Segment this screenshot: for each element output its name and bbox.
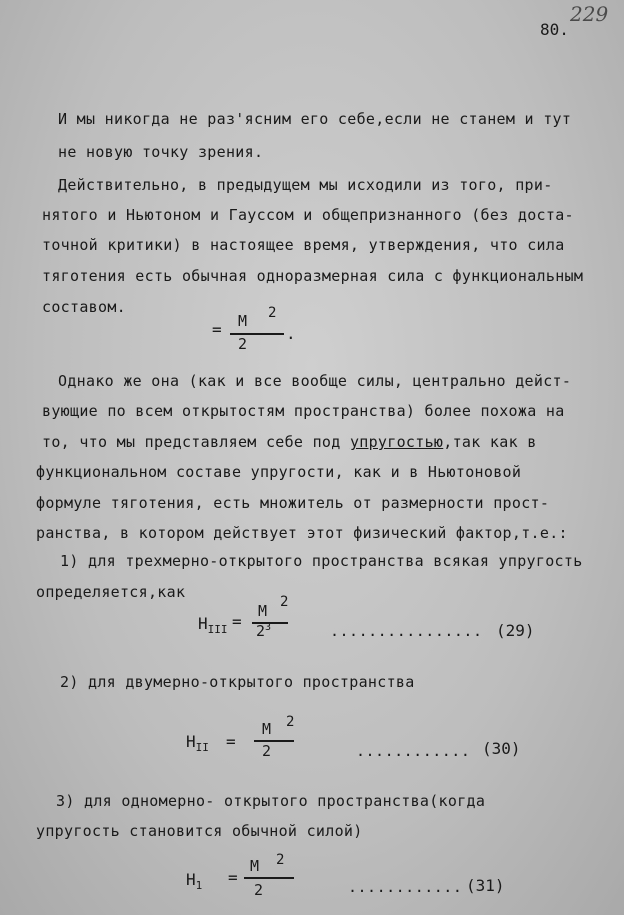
- page-number: 80.: [540, 20, 569, 39]
- formula-fraction: [252, 596, 296, 646]
- text-line-10-part-2: ,так как в: [443, 433, 537, 451]
- archive-handwritten-number: 229: [570, 2, 609, 26]
- formula-fraction: [244, 853, 304, 903]
- text-line-5: точной критики) в настоящее время, утверждения, что сила: [42, 236, 565, 254]
- text-line-3: Действительно, в предыдущем мы исходили из того, при-: [58, 176, 553, 194]
- text-line-13: ранства, в котором действует этот физический фактор,т.е.:: [36, 524, 568, 542]
- formula-denominator: 2: [254, 881, 264, 899]
- formula-exponent: 2: [268, 305, 277, 321]
- text-line-8: Однако же она (как и все вообще силы, центрально дейст-: [58, 372, 572, 390]
- formula-variable: $H_{III}$: [198, 614, 228, 636]
- formula-reference-number: (30): [482, 739, 521, 758]
- formula-numerator: M: [262, 720, 272, 738]
- formula-leader-dots: ................: [330, 622, 483, 640]
- text-line-17: 3) для одномерно- открытого пространства(когда: [56, 792, 486, 810]
- formula-equals: =: [212, 320, 222, 339]
- fraction-bar: [244, 877, 294, 879]
- text-line-11: функциональном составе упругости, как и в Ньютоновой: [36, 463, 522, 481]
- formula-leader-dots: ............: [348, 878, 463, 896]
- formula-denominator: 2: [238, 335, 248, 353]
- formula-variable: $H_1$: [186, 870, 203, 892]
- text-line-18: упругость становится обычной силой): [36, 822, 363, 840]
- text-line-1: И мы никогда не раз'ясним его себе,если не станем и тут: [58, 110, 572, 128]
- formula-exponent: 2: [276, 852, 285, 868]
- text-line-7: составом.: [42, 298, 126, 316]
- text-line-2: не новую точку зрения.: [58, 143, 264, 161]
- formula-exponent: 2: [280, 594, 289, 610]
- formula-reference-number: (31): [466, 876, 505, 895]
- text-line-10-part-1: то, что мы представляем себе под: [42, 433, 341, 451]
- formula-denominator: 2: [262, 742, 272, 760]
- formula-numerator: M: [258, 602, 268, 620]
- formula-equals: =: [226, 732, 236, 751]
- fraction-bar: [254, 740, 294, 742]
- text-line-4: нятого и Ньютоном и Гауссом и общепризнанного (без доста-: [42, 206, 574, 224]
- formula-fraction: [254, 712, 304, 762]
- formula-leader-dots: ............: [356, 742, 471, 760]
- formula-numerator: M: [250, 857, 260, 875]
- formula-variable: $H_{II}$: [186, 732, 209, 754]
- text-line-12: формуле тяготения, есть множитель от размерности прост-: [36, 494, 550, 512]
- formula-exponent: 2: [286, 714, 295, 730]
- formula-reference-number: (29): [496, 621, 535, 640]
- formula-equals: =: [232, 612, 242, 631]
- text-line-16: 2) для двумерно-открытого пространства: [60, 673, 415, 691]
- formula-period: .: [286, 324, 296, 343]
- formula-equals: =: [228, 868, 238, 887]
- text-line-10: [42, 433, 537, 451]
- text-line-6: тяготения есть обычная одноразмерная сила с функциональным: [42, 267, 584, 285]
- underlined-word: упругостью: [349, 433, 444, 451]
- formula-numerator: M: [238, 312, 248, 330]
- formula-fraction: [228, 302, 288, 352]
- text-line-9: вующие по всем открытостям пространства) более похожа на: [42, 402, 565, 420]
- formula-denominator: $2^3$: [256, 622, 272, 640]
- text-line-14: 1) для трехмерно-открытого пространства всякая упругость: [60, 552, 583, 570]
- text-line-15: определяется,как: [36, 583, 186, 601]
